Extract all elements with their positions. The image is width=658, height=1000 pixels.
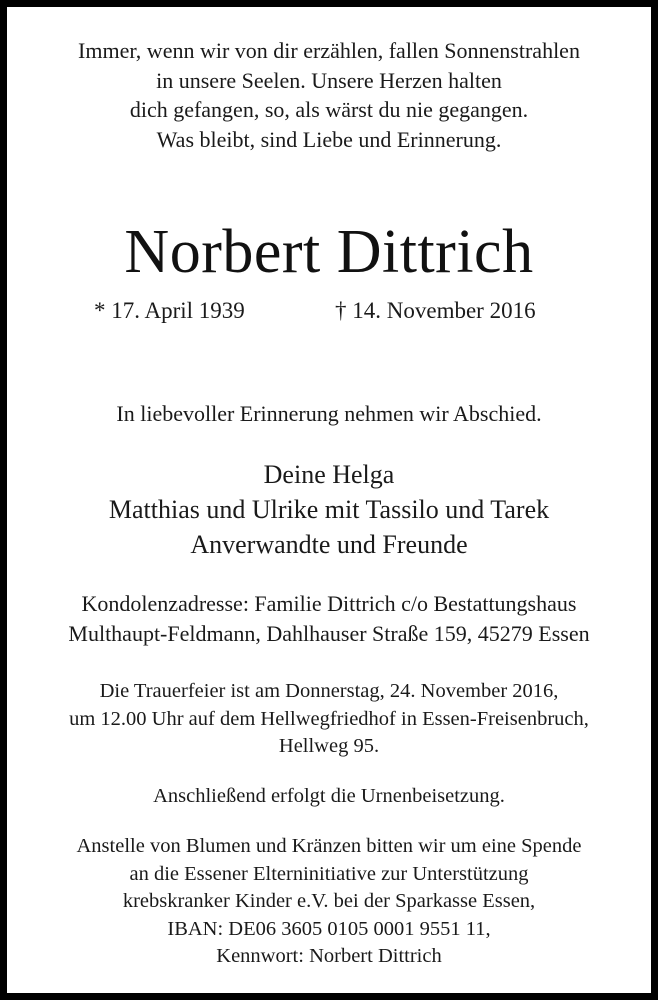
deceased-name: Norbert Dittrich (124, 218, 534, 286)
ceremony-line: Die Trauerfeier ist am Donnerstag, 24. November 2016, (99, 680, 559, 702)
urn-burial-note: Anschließend erfolgt die Urnenbeisetzung. (153, 785, 505, 807)
ceremony-info (7, 678, 651, 761)
farewell-text: In liebevoller Erinnerung nehmen wir Abschied. (116, 401, 542, 426)
death-date: † 14. November 2016 (335, 298, 536, 323)
poem-line: Was bleibt, sind Liebe und Erinnerung. (156, 126, 502, 152)
mourners-list (7, 457, 651, 562)
donation-line: an die Essener Elterninitiative zur Unterstützung (129, 862, 529, 885)
mourner-line: Matthias und Ulrike mit Tassilo und Tarek (108, 495, 550, 524)
donation-request (7, 833, 651, 971)
donation-line: Anstelle von Blumen und Kränzen bitten wir um eine Spende (76, 835, 582, 857)
address-line: Multhaupt-Feldmann, Dahlhauser Straße 159, 45279 Essen (68, 620, 590, 646)
mourner-line: Anverwandte und Freunde (190, 530, 468, 559)
poem-line: dich gefangen, so, als wärst du nie gegangen. (129, 97, 529, 122)
donation-line: IBAN: DE06 3605 0105 0001 9551 11, (167, 917, 491, 940)
memorial-poem (7, 36, 651, 154)
poem-line: Immer, wenn wir von dir erzählen, fallen Sonnenstrahlen (78, 38, 580, 63)
ceremony-line: Hellweg 95. (278, 735, 380, 757)
donation-line: krebskranker Kinder e.V. bei der Sparkasse Essen, (122, 890, 536, 912)
life-dates (7, 293, 651, 329)
donation-line: Kennwort: Norbert Dittrich (216, 945, 442, 967)
mourner-line: Deine Helga (263, 460, 395, 489)
condolence-address (7, 589, 651, 648)
birth-date: * 17. April 1939 (94, 298, 245, 323)
address-line: Kondolenzadresse: Familie Dittrich c/o Bestattungshaus (81, 591, 577, 616)
poem-line: in unsere Seelen. Unsere Herzen halten (156, 67, 502, 93)
ceremony-line: um 12.00 Uhr auf dem Hellwegfriedhof in Essen-Freisenbruch, (69, 707, 589, 730)
